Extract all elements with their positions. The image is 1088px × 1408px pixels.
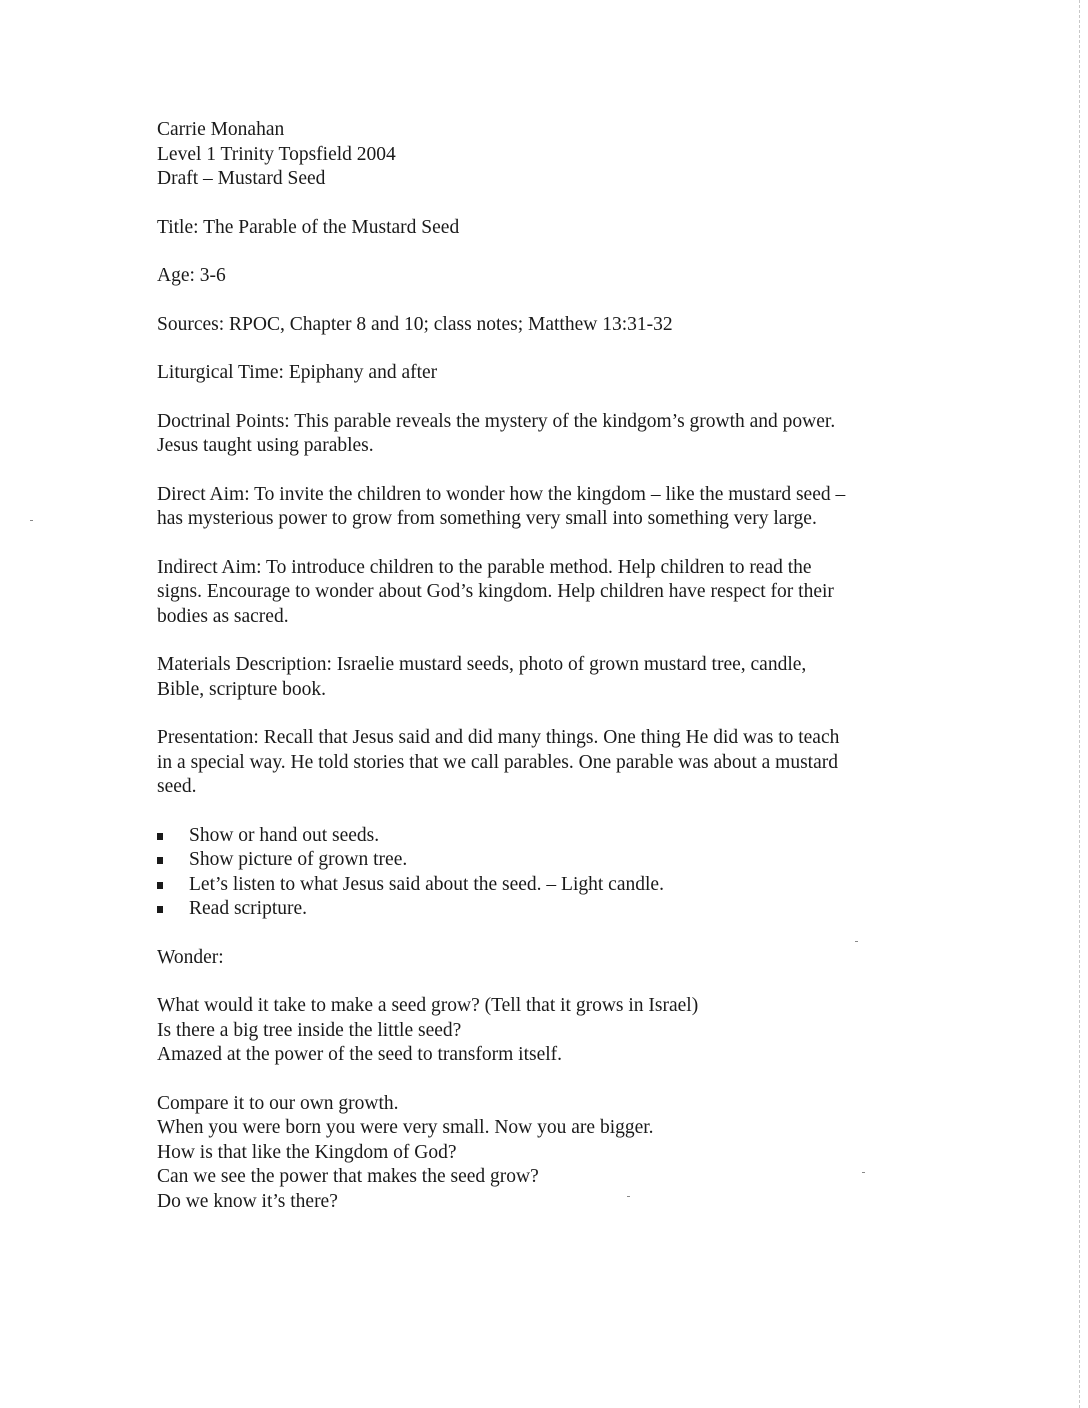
header-block <box>157 118 937 192</box>
scan-edge <box>1079 0 1080 1408</box>
list-item: Let’s listen to what Jesus said about the seed. – Light candle. <box>157 873 937 898</box>
presentation: Presentation: Recall that Jesus said and did many things. One thing He did was to teach in a special way. He told stories that we call parables. One parable was about a mustard seed. <box>157 727 840 797</box>
scan-speck <box>862 1172 865 1173</box>
bullet-icon <box>157 882 163 889</box>
lesson-plan <box>157 118 937 1238</box>
direct-aim: Direct Aim: To invite the children to wonder how the kingdom – like the mustard seed – has mysterious power to grow from something very small into something very large. <box>157 483 846 529</box>
presentation-steps <box>157 824 937 922</box>
author-name: Carrie Monahan <box>157 119 285 140</box>
sources-line: Sources: RPOC, Chapter 8 and 10; class notes; Matthew 13:31-32 <box>157 313 673 335</box>
doctrinal-points: Doctrinal Points: This parable reveals the mystery of the kindgom’s growth and power. Jesus taught using parables. <box>157 410 836 456</box>
list-item: Show or hand out seeds. <box>157 824 937 849</box>
list-item: Show picture of grown tree. <box>157 848 937 873</box>
wonder-heading: Wonder: <box>157 946 224 968</box>
scan-speck <box>855 941 858 942</box>
course-info: Level 1 Trinity Topsfield 2004 <box>157 143 396 165</box>
wonder-questions-1: What would it take to make a seed grow? (Tell that it grows in Israel) Is there a big tree inside the little seed? Amazed at the power of the seed to transform itself. <box>157 995 699 1065</box>
scan-speck <box>30 520 33 521</box>
bullet-icon <box>157 833 163 840</box>
bullet-icon <box>157 906 163 913</box>
scan-speck <box>627 1196 630 1197</box>
age-line: Age: 3-6 <box>157 265 226 286</box>
bullet-icon <box>157 857 163 864</box>
draft-label: Draft – Mustard Seed <box>157 168 326 189</box>
title-line: Title: The Parable of the Mustard Seed <box>157 216 460 238</box>
list-item: Read scripture. <box>157 897 937 922</box>
indirect-aim: Indirect Aim: To introduce children to the parable method. Help children to read the signs. Encourage to wonder about God’s kingdom. Help children have respect for their bodies as sacred. <box>157 556 834 627</box>
wonder-questions-2: Compare it to our own growth. When you were born you were very small. Now you are bigger. How is that like the Kingdom of God? Can we see the power that makes the seed grow? Do we know it’s there? <box>157 1092 654 1212</box>
liturgical-time-line: Liturgical Time: Epiphany and after <box>157 362 438 383</box>
materials-description: Materials Description: Israelie mustard seeds, photo of grown mustard tree, candle, Bible, scripture book. <box>157 654 807 700</box>
